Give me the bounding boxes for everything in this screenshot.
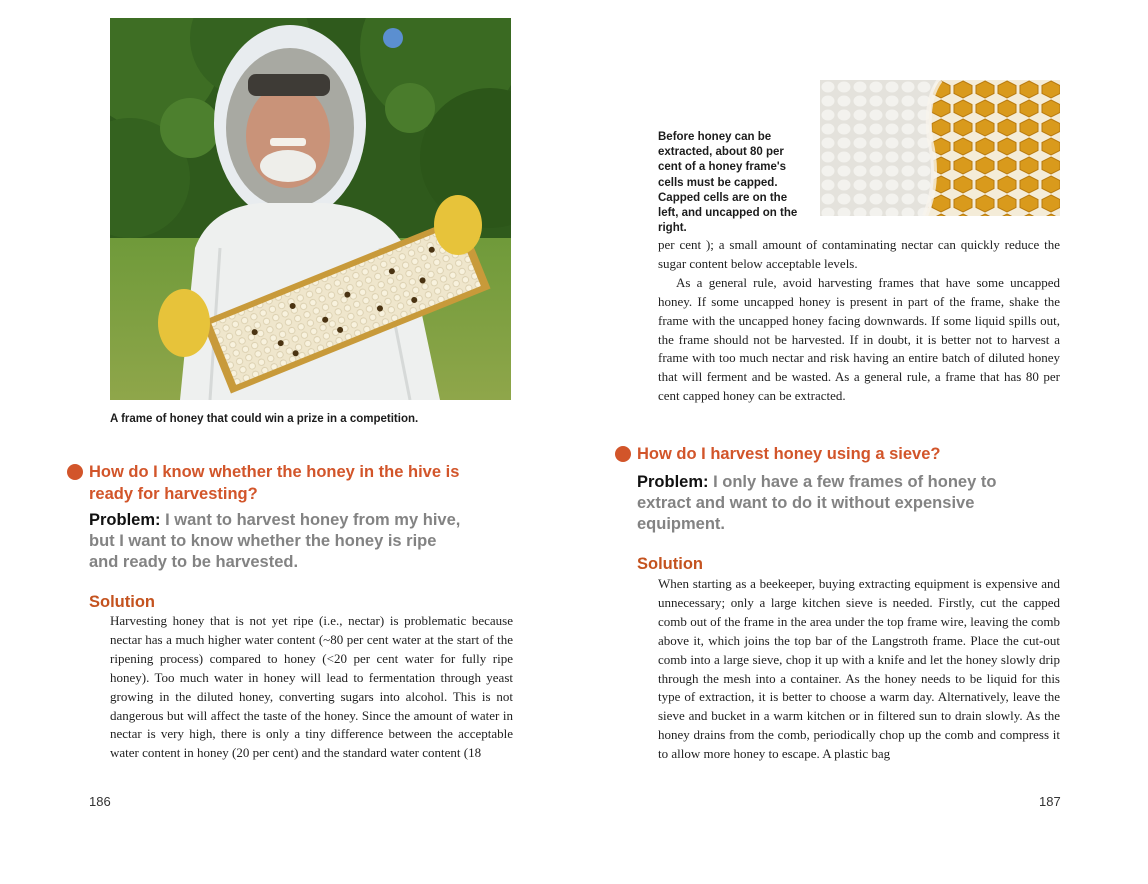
beekeeper-photo: [110, 18, 511, 400]
problem-text: I want to harvest honey from my hive, but I want to know whether the honey is ripe and ready to be harvested.: [89, 511, 461, 571]
body-text: [110, 612, 513, 763]
problem-label: Problem:: [637, 473, 709, 491]
bullet-dot-icon: [615, 446, 631, 462]
paragraph: When starting as a beekeeper, buying extracting equipment is expensive and unnecessary; only a large kitchen sieve is needed. Firstly, cut the capped comb out of the frame in the area under the top frame wire, leaving the comb above it, which joins the top bar of the Langstroth frame. Place the cut-out comb into a large sieve, chop it up with a knife and let the honey slowly drip through the mesh into a container. As the honey needs to be liquid for this type of extraction, it is better to choose a warm day. Alternatively, leave the sieve and bucket in a warm kitchen or in filtered sun to drain slowly. As the honey drains from the comb, periodically chop up the comb and compress it to allow more honey to escape. A plastic bag: [658, 576, 1060, 762]
photo-caption: Before honey can be extracted, about 80 per cent of a honey frame's cells must be capped. Capped cells are on the left, and uncapped on the right.: [658, 131, 798, 235]
problem-text: I only have a few frames of honey to extract and want to do it without expensive equipment.: [637, 473, 997, 533]
page-number: 186: [89, 794, 111, 809]
problem-statement: [89, 510, 469, 573]
bullet-dot-icon: [67, 464, 83, 480]
paragraph: Harvesting honey that is not yet ripe (i.e., nectar) is problematic because nectar has a much higher water content (~80 per cent water at the start of the ripening process) compared to honey (<20 per cent water for fully ripe honey). Too much water in honey will lead to fermentation through yeast growing in the diluted honey, converting sugars into alcohol. This is not dangerous but will affect the taste of the honey. Since the amount of water in nectar is very high, there is only a tiny difference between the acceptable water content in honey (20 per cent) and the standard water content (18: [110, 613, 513, 761]
paragraph: As a general rule, avoid harvesting frames that have some uncapped honey. If some uncapped honey is present in part of the frame, shake the frame with the uncapped honey facing downwards. If some liquid spills out, the frame should not be harvested. If in doubt, it is better not to harvest a frame with too much nectar and risk having an entire batch of diluted honey that will ferment and be wasted. As a general rule, a frame that has 80 per cent capped honey can be extracted.: [658, 274, 1060, 404]
question-text: How do I know whether the honey in the hive is ready for harvesting?: [89, 463, 460, 503]
body-text: [658, 575, 1060, 764]
problem-label: Problem:: [89, 511, 161, 529]
photo-caption: A frame of honey that could win a prize in a competition.: [110, 413, 419, 425]
solution-heading: Solution: [89, 593, 155, 611]
right-page: [574, 0, 1148, 884]
solution-heading: Solution: [637, 555, 703, 573]
honeycomb-photo: [820, 80, 1060, 216]
paragraph: per cent ); a small amount of contaminating nectar can quickly reduce the sugar content below acceptable levels.: [658, 237, 1060, 271]
page-number: 187: [1039, 794, 1061, 809]
question-text: How do I harvest honey using a sieve?: [637, 445, 941, 463]
question-heading: [89, 461, 469, 505]
question-heading: [637, 443, 1057, 465]
body-text-continued: [658, 236, 1060, 406]
problem-statement: [637, 472, 1017, 535]
